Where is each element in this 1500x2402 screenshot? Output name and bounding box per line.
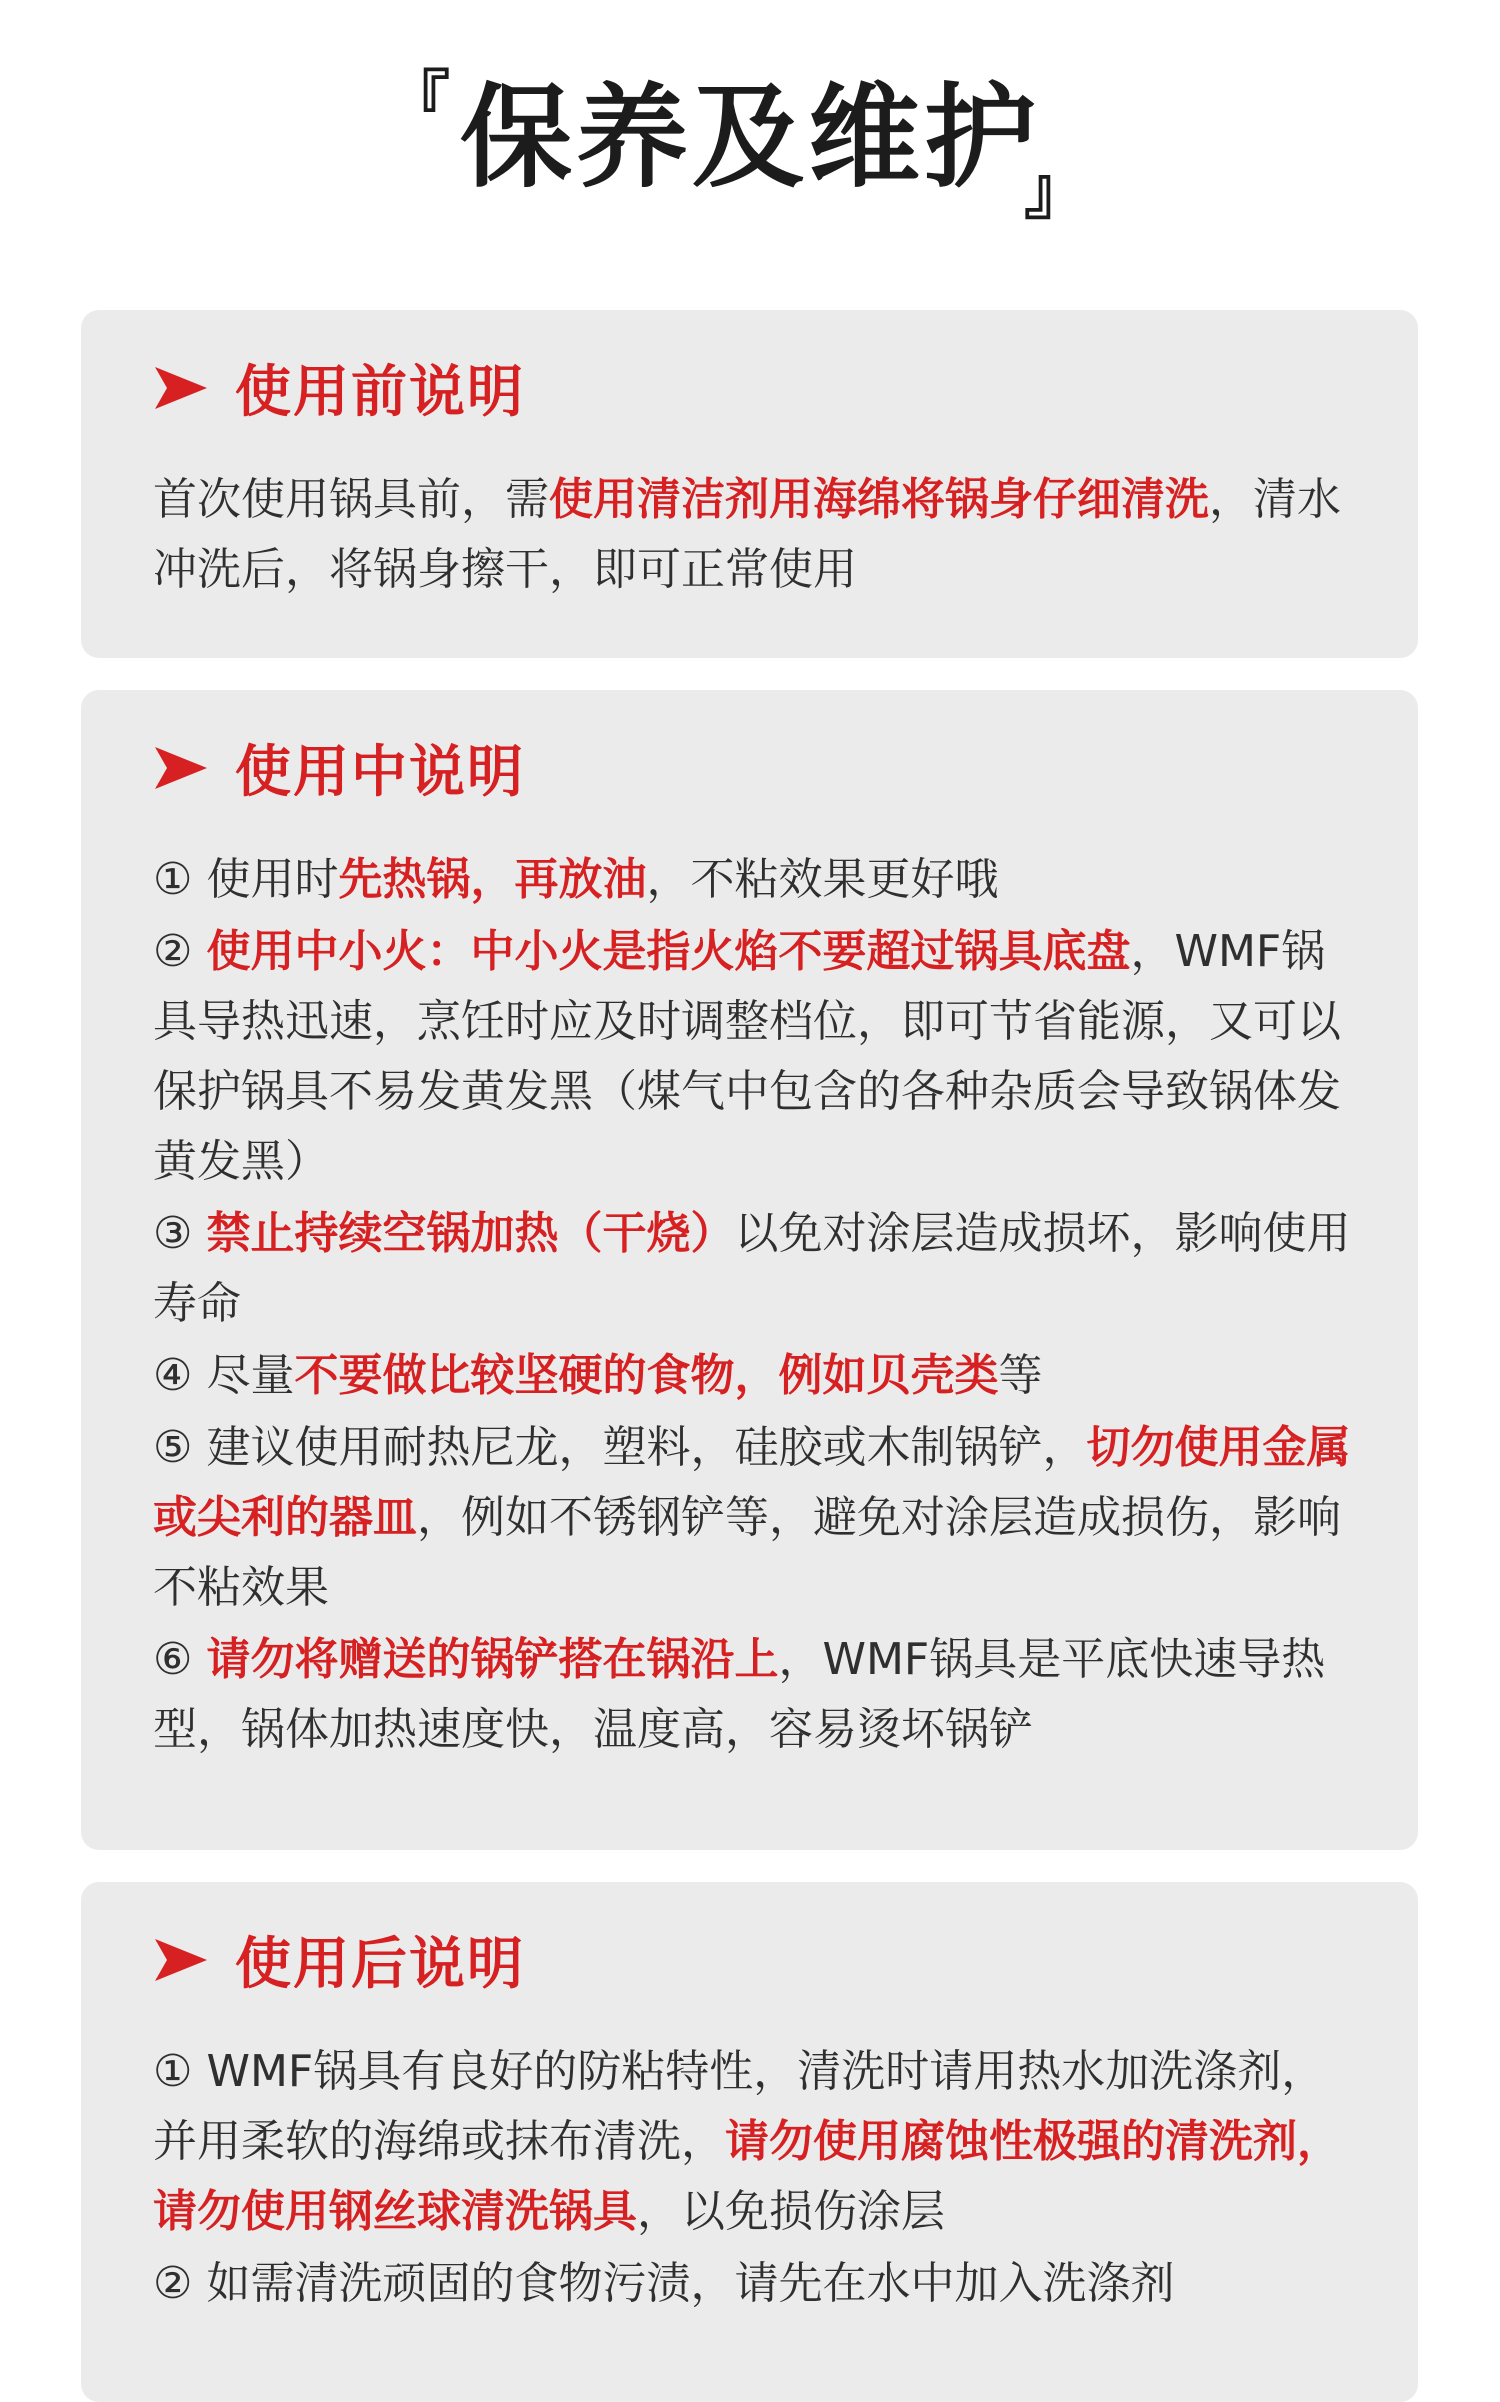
body-text: 以免对涂层造成损坏，影响使用寿命 xyxy=(153,1208,1351,1329)
card-title: 使用中说明 xyxy=(235,740,525,805)
highlight-text: 不要做比较坚硬的食物，例如贝壳类 xyxy=(294,1350,999,1401)
card-header xyxy=(153,1920,525,2000)
body-text: 等 xyxy=(998,1350,1043,1401)
highlight-text: 禁止持续空锅加热（干烧） xyxy=(206,1208,735,1259)
card-body xyxy=(153,845,1358,1767)
highlight-text: 先热锅，再放油 xyxy=(338,854,647,905)
body-text: WMF锅具有良好的防粘特性，清洗时请用热水加洗涤剂，并用柔软的海绵或抹布清洗， xyxy=(153,2046,1326,2167)
highlight-text: 切勿使用金属或尖利的器皿 xyxy=(153,1422,1351,1543)
item-number: ④ xyxy=(153,1350,193,1401)
paragraph xyxy=(153,465,1358,605)
paragraph xyxy=(153,1341,1358,1411)
body-text: ，清水冲洗后，将锅身擦干，即可正常使用 xyxy=(153,474,1341,595)
paragraph xyxy=(153,917,1358,1197)
body-text: ，以免损伤涂层 xyxy=(637,2186,945,2237)
title-open-bracket: 『 xyxy=(386,65,450,139)
paragraph xyxy=(153,845,1358,915)
card-before-use xyxy=(81,310,1418,658)
body-text: 使用时 xyxy=(206,854,339,905)
item-number: ① xyxy=(153,854,193,905)
body-text: ，WMF锅具是平底快速导热型，锅体加热速度快，温度高，容易烫坏锅铲 xyxy=(153,1634,1326,1755)
paragraph xyxy=(153,2249,1358,2319)
arrow-right-icon xyxy=(153,1935,209,1985)
card-body xyxy=(153,2037,1358,2321)
paragraph xyxy=(153,1413,1358,1623)
card-after-use xyxy=(81,1882,1418,2402)
title-close-bracket: 』 xyxy=(1024,155,1088,229)
body-text: 尽量 xyxy=(206,1350,295,1401)
item-number: ⑤ xyxy=(153,1422,193,1473)
highlight-text: 使用中小火：中小火是指火焰不要超过锅具底盘 xyxy=(206,926,1131,977)
body-text: ，WMF锅具导热迅速，烹饪时应及时调整档位，即可节省能源，又可以保护锅具不易发黄发黑（煤气中包含的各种杂质会导致锅体发黄发黑） xyxy=(153,926,1341,1187)
card-during-use xyxy=(81,690,1418,1850)
body-text: 建议使用耐热尼龙，塑料，硅胶或木制锅铲， xyxy=(206,1422,1087,1473)
body-text: ，不粘效果更好哦 xyxy=(646,854,999,905)
highlight-text: 请勿将赠送的锅铲搭在锅沿上 xyxy=(206,1634,779,1685)
paragraph xyxy=(153,1199,1358,1339)
paragraph xyxy=(153,1625,1358,1765)
item-number: ① xyxy=(153,2046,193,2097)
highlight-text: 使用清洁剂用海绵将锅身仔细清洗 xyxy=(549,474,1209,525)
item-number: ③ xyxy=(153,1208,193,1259)
card-header xyxy=(153,348,525,428)
paragraph xyxy=(153,2037,1358,2247)
body-text: ，例如不锈钢铲等，避免对涂层造成损伤，影响不粘效果 xyxy=(153,1492,1341,1613)
card-title: 使用前说明 xyxy=(235,360,525,425)
card-body xyxy=(153,465,1358,607)
arrow-right-icon xyxy=(153,743,209,793)
card-header xyxy=(153,728,525,808)
item-number: ⑥ xyxy=(153,1634,193,1685)
body-text: 如需清洗顽固的食物污渍，请先在水中加入洗涤剂 xyxy=(206,2258,1175,2309)
arrow-right-icon xyxy=(153,363,209,413)
page-title xyxy=(0,0,1500,280)
title-text: 保养及维护 xyxy=(460,73,1040,203)
card-title: 使用后说明 xyxy=(235,1932,525,1997)
body-text: 首次使用锅具前，需 xyxy=(153,474,549,525)
highlight-text: 请勿使用腐蚀性极强的清洗剂，请勿使用钢丝球清洗锅具 xyxy=(153,2116,1341,2237)
item-number: ② xyxy=(153,926,193,977)
item-number: ② xyxy=(153,2258,193,2309)
